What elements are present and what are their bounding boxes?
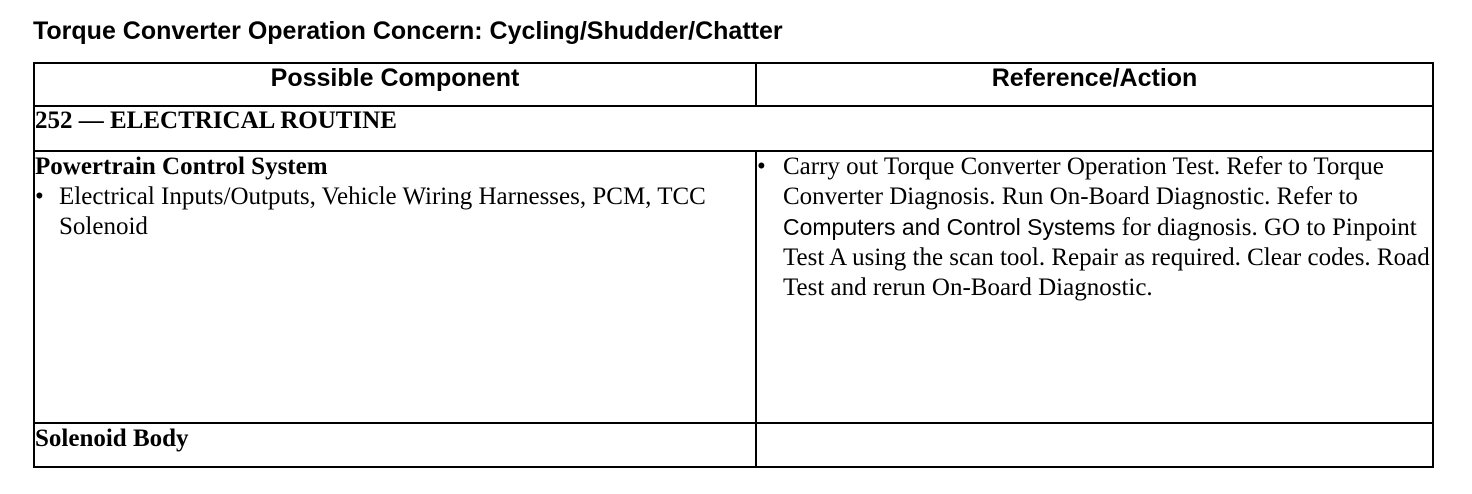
diagnostic-table <box>33 62 1434 468</box>
action-text-part2: for diagnosis. GO to Pinpoint Test A using the scan tool. Repair as required. Clear codes. Road Test and rerun On-Board Diagnostic. <box>783 214 1430 301</box>
bullet-icon: • <box>35 183 44 210</box>
table-row <box>34 151 1433 423</box>
action-cell-empty <box>756 423 1433 467</box>
list-item <box>35 182 755 242</box>
action-cell <box>756 151 1433 423</box>
bullet-icon: • <box>757 153 766 180</box>
component-name: Powertrain Control System <box>35 153 328 180</box>
component-name: Solenoid Body <box>34 423 756 467</box>
list-item <box>757 152 1432 303</box>
column-header-action: Reference/Action <box>756 63 1433 106</box>
reference-link: Computers and Control Systems <box>783 214 1116 240</box>
document-title: Torque Converter Operation Concern: Cycling/Shudder/Chatter <box>33 17 783 45</box>
section-row <box>34 106 1433 151</box>
table-header-row <box>34 63 1433 106</box>
component-bullet-list <box>35 182 755 242</box>
component-cell <box>34 151 756 423</box>
section-heading: 252 — ELECTRICAL ROUTINE <box>34 106 1433 151</box>
column-header-component: Possible Component <box>34 63 756 106</box>
action-text-part1: Carry out Torque Converter Operation Test. Refer to Torque Converter Diagnosis. Run On-Board Diagnostic. Refer to <box>783 153 1384 210</box>
action-text <box>757 152 1432 303</box>
action-bullet-list <box>757 152 1432 303</box>
table-row <box>34 423 1433 467</box>
component-detail: Electrical Inputs/Outputs, Vehicle Wiring Harnesses, PCM, TCC Solenoid <box>59 183 706 240</box>
